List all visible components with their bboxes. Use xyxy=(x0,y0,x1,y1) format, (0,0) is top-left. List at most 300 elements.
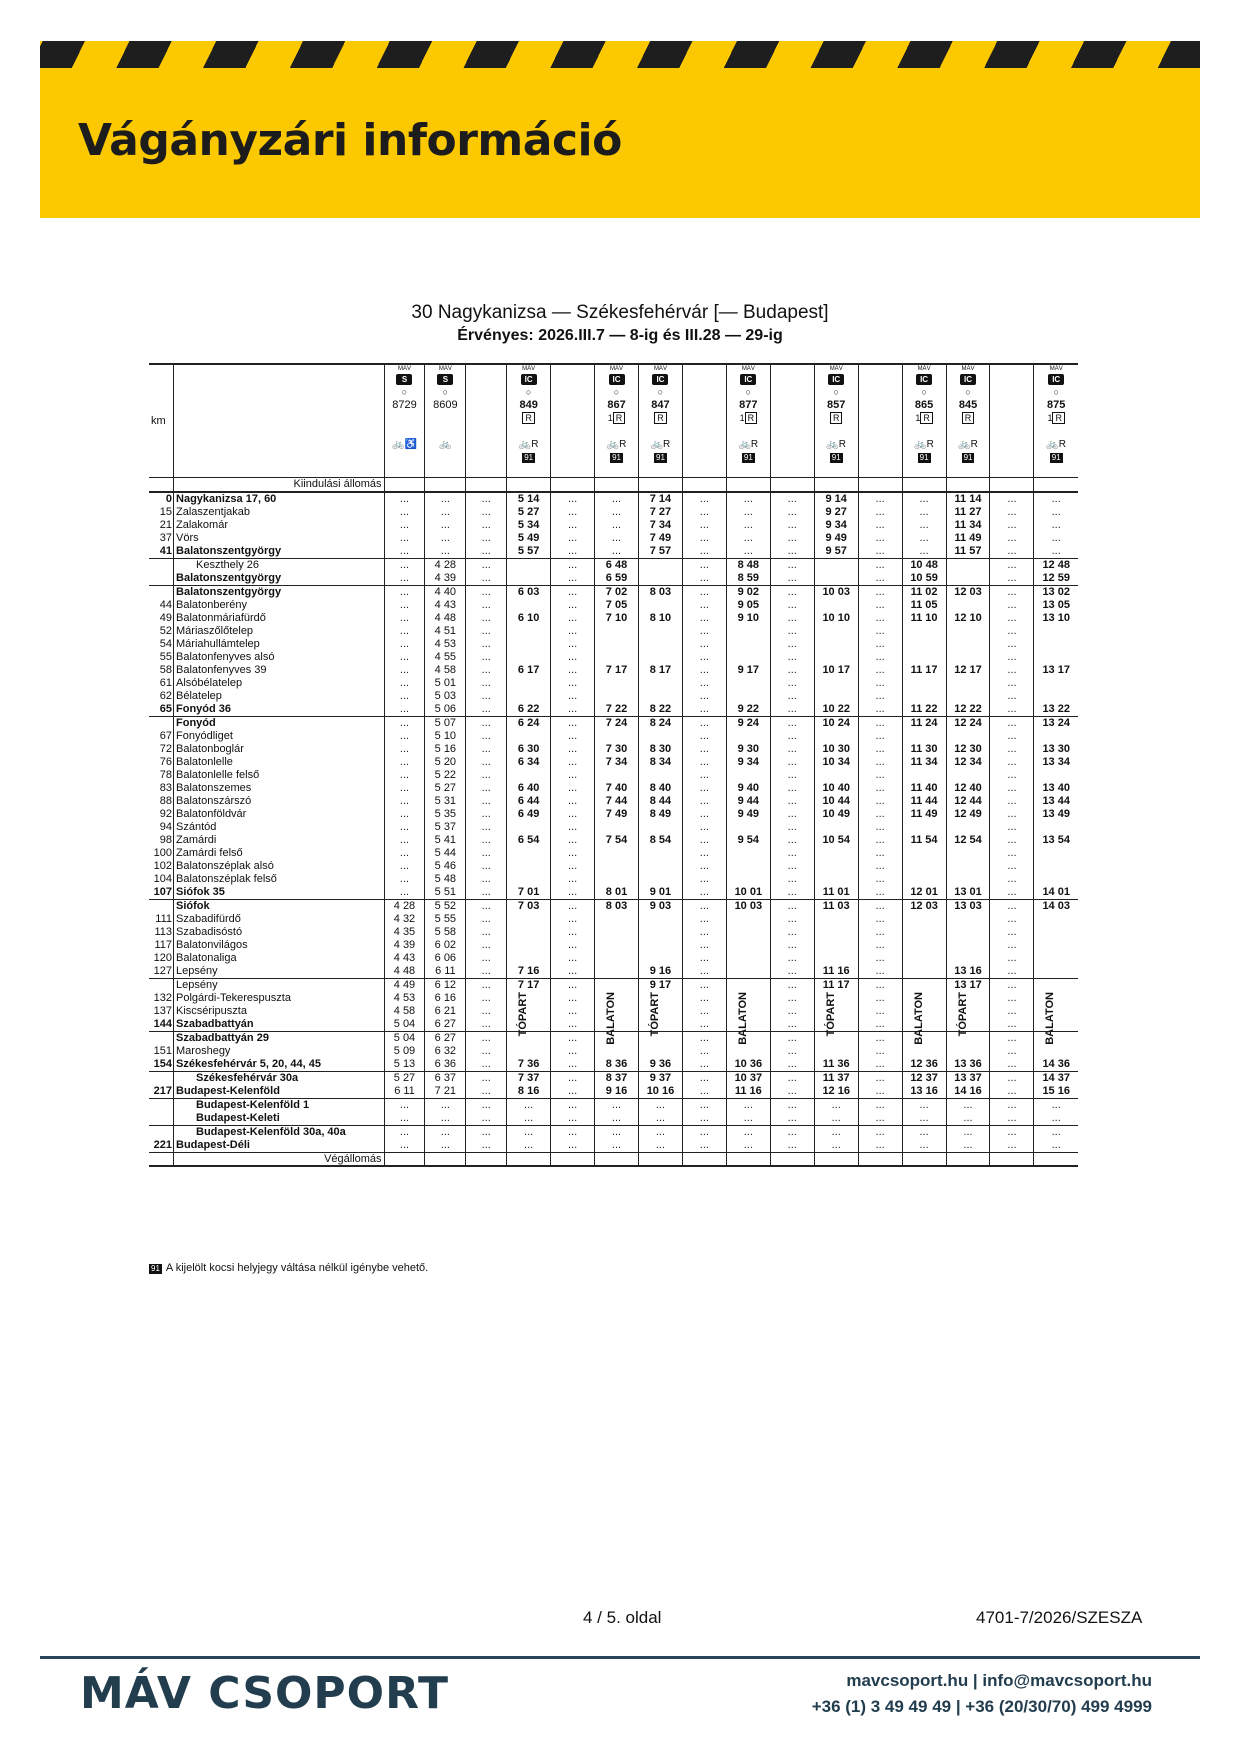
time-cell: ... xyxy=(384,834,425,847)
time-cell xyxy=(638,847,682,860)
time-cell: ... xyxy=(384,847,425,860)
time-cell: 11 16 xyxy=(726,1085,770,1099)
time-cell: ... xyxy=(466,1058,507,1072)
time-cell: ... xyxy=(770,743,814,756)
time-cell xyxy=(726,860,770,873)
time-cell: ... xyxy=(682,926,726,939)
time-cell: ... xyxy=(990,559,1034,573)
time-cell: ... xyxy=(858,612,902,625)
time-cell: 15 16 xyxy=(1034,1085,1078,1099)
train-number: 8609 xyxy=(433,399,458,411)
reservation-icon: R xyxy=(830,412,843,424)
station-name: Balatonfenyves 39 xyxy=(174,664,385,677)
station-name: Budapest-Déli xyxy=(174,1139,385,1153)
km-cell: 113 xyxy=(154,926,173,938)
time-cell xyxy=(638,992,682,1037)
time-cell xyxy=(507,1045,551,1058)
station-name: Nagykanizsa 17, 60 xyxy=(174,492,385,506)
intercity-icon: IC xyxy=(609,374,625,385)
time-cell xyxy=(1034,939,1078,952)
train-header-empty xyxy=(682,364,726,478)
page-number: 4 / 5. oldal xyxy=(583,1608,662,1627)
time-cell: ... xyxy=(726,545,770,559)
train-number: 857 xyxy=(827,399,846,411)
time-cell xyxy=(902,625,946,638)
time-cell: 8 22 xyxy=(638,703,682,717)
station-name: Szabadbattyán xyxy=(174,1018,385,1032)
time-cell: 5 07 xyxy=(425,717,466,731)
km-cell: 127 xyxy=(153,965,173,977)
time-cell: ... xyxy=(858,886,902,900)
reservation-icon: R xyxy=(962,412,975,424)
time-cell: 11 10 xyxy=(902,612,946,625)
time-cell: ... xyxy=(551,1058,595,1072)
time-cell xyxy=(902,979,946,993)
station-name: Fonyódliget xyxy=(174,730,385,743)
time-cell: 6 36 xyxy=(425,1058,466,1072)
time-cell: 8 49 xyxy=(638,808,682,821)
time-cell: 4 40 xyxy=(425,586,466,600)
time-cell: ... xyxy=(384,782,425,795)
time-cell: ... xyxy=(858,506,902,519)
time-cell xyxy=(638,625,682,638)
km-cell: 58 xyxy=(159,664,173,676)
time-cell: ... xyxy=(902,1112,946,1126)
km-cell: 154 xyxy=(153,1058,173,1070)
time-cell: 9 05 xyxy=(726,599,770,612)
time-cell xyxy=(507,913,551,926)
time-cell: ... xyxy=(770,926,814,939)
time-cell xyxy=(946,939,990,952)
time-cell: 6 49 xyxy=(507,808,551,821)
time-cell: 12 59 xyxy=(1034,572,1078,586)
time-cell: ... xyxy=(858,1112,902,1126)
table-row xyxy=(149,532,1078,545)
time-cell: ... xyxy=(384,756,425,769)
time-cell: ... xyxy=(770,965,814,979)
intercity-icon: IC xyxy=(828,374,844,385)
time-cell: 11 17 xyxy=(814,979,858,993)
time-cell: ... xyxy=(770,1058,814,1072)
page-title: Vágányzári információ xyxy=(78,115,622,166)
station-name: Szántód xyxy=(174,821,385,834)
time-cell: 9 57 xyxy=(814,545,858,559)
time-cell: ... xyxy=(858,586,902,600)
time-cell xyxy=(1034,677,1078,690)
bicycle-icon: 🚲R xyxy=(650,439,671,450)
time-cell: 4 48 xyxy=(384,965,425,979)
time-cell: ... xyxy=(638,1099,682,1113)
mav-mark: MÁV xyxy=(653,366,667,372)
time-cell: ... xyxy=(682,545,726,559)
time-cell xyxy=(638,599,682,612)
time-cell: 9 10 xyxy=(726,612,770,625)
time-cell: ... xyxy=(425,545,466,559)
time-cell: ... xyxy=(770,1072,814,1086)
time-cell: ... xyxy=(682,834,726,847)
time-cell xyxy=(946,638,990,651)
time-cell: ... xyxy=(466,586,507,600)
km-cell: 41 xyxy=(159,545,173,557)
km-cell xyxy=(149,1099,174,1113)
note-91-icon: 91 xyxy=(612,453,621,462)
time-cell: ... xyxy=(551,559,595,573)
time-cell xyxy=(595,821,639,834)
time-cell: ... xyxy=(902,519,946,532)
time-cell: ... xyxy=(770,1085,814,1099)
train-header-empty xyxy=(466,364,507,478)
time-cell xyxy=(946,651,990,664)
table-row xyxy=(149,1085,1078,1099)
time-cell: 5 27 xyxy=(384,1072,425,1086)
km-cell: 0 xyxy=(149,492,174,506)
time-cell: ... xyxy=(551,795,595,808)
time-cell: 5 10 xyxy=(425,730,466,743)
station-name: Balatonszentgyörgy xyxy=(174,545,385,559)
time-cell: ... xyxy=(770,979,814,993)
time-cell: ... xyxy=(551,821,595,834)
time-cell: ... xyxy=(466,559,507,573)
timetable xyxy=(149,363,1078,1167)
time-cell: 7 54 xyxy=(595,834,639,847)
table-row xyxy=(149,612,1078,625)
time-cell: ... xyxy=(858,782,902,795)
time-cell: ... xyxy=(682,1032,726,1046)
time-cell: ... xyxy=(595,1112,639,1126)
km-cell: 83 xyxy=(159,782,173,794)
time-cell: ... xyxy=(466,1085,507,1099)
time-cell xyxy=(595,625,639,638)
time-cell: ... xyxy=(946,1099,990,1113)
time-cell: ... xyxy=(425,1139,466,1153)
time-cell: 12 34 xyxy=(946,756,990,769)
time-cell: ... xyxy=(507,1139,551,1153)
time-cell: ... xyxy=(466,1112,507,1126)
time-cell xyxy=(638,769,682,782)
time-cell: 6 54 xyxy=(507,834,551,847)
time-cell: ... xyxy=(384,821,425,834)
time-cell: ... xyxy=(682,821,726,834)
train-header-865 xyxy=(902,364,946,478)
time-cell xyxy=(595,965,639,979)
time-cell: 5 20 xyxy=(425,756,466,769)
timetable-title: 30 Nagykanizsa — Székesfehérvár [— Budapest] xyxy=(411,302,829,323)
time-cell: ... xyxy=(466,717,507,731)
time-cell: 4 35 xyxy=(384,926,425,939)
time-cell: ... xyxy=(990,1018,1034,1032)
time-cell: 9 40 xyxy=(726,782,770,795)
time-cell: 10 36 xyxy=(726,1058,770,1072)
time-cell: 6 34 xyxy=(507,756,551,769)
time-cell: 8 03 xyxy=(638,586,682,600)
time-cell: ... xyxy=(902,1126,946,1140)
time-cell xyxy=(507,559,551,573)
time-cell: 9 16 xyxy=(638,965,682,979)
time-cell: 6 03 xyxy=(507,586,551,600)
circle-icon: ○ xyxy=(401,387,408,397)
time-cell xyxy=(507,821,551,834)
km-cell: 111 xyxy=(155,913,173,925)
circle-icon: ○ xyxy=(1053,387,1059,397)
station-name: Balatonaliga xyxy=(174,952,385,965)
time-cell xyxy=(814,730,858,743)
time-cell: ... xyxy=(1034,1099,1078,1113)
time-cell: 13 30 xyxy=(1034,743,1078,756)
time-cell: ... xyxy=(990,545,1034,559)
train-name-label: BALATON xyxy=(1044,992,1057,1045)
km-cell: 61 xyxy=(159,677,173,689)
time-cell: ... xyxy=(770,795,814,808)
train-number: 8729 xyxy=(392,399,417,411)
time-cell: ... xyxy=(770,532,814,545)
time-cell: ... xyxy=(682,952,726,965)
time-cell xyxy=(638,952,682,965)
time-cell xyxy=(726,690,770,703)
train-name-label: BALATON xyxy=(912,992,925,1045)
circle-icon: ○ xyxy=(965,387,971,397)
time-cell xyxy=(726,926,770,939)
time-cell: 11 36 xyxy=(814,1058,858,1072)
time-cell: 4 28 xyxy=(425,559,466,573)
time-cell xyxy=(466,1153,507,1167)
time-cell: ... xyxy=(1034,492,1078,506)
time-cell: 7 36 xyxy=(507,1058,551,1072)
time-cell: ... xyxy=(466,638,507,651)
time-cell: 14 03 xyxy=(1034,900,1078,914)
time-cell: ... xyxy=(814,1126,858,1140)
time-cell xyxy=(814,860,858,873)
time-cell: ... xyxy=(466,886,507,900)
time-cell xyxy=(814,952,858,965)
time-cell xyxy=(814,926,858,939)
km-cell: 117 xyxy=(154,939,173,951)
time-cell: ... xyxy=(384,572,425,586)
note-91-icon: 91 xyxy=(919,453,929,462)
time-cell xyxy=(682,478,726,493)
time-cell xyxy=(1034,847,1078,860)
time-cell xyxy=(946,730,990,743)
time-cell: ... xyxy=(682,1045,726,1058)
bicycle-icon: 🚲 xyxy=(439,439,452,450)
time-cell: 6 16 xyxy=(425,992,466,1005)
km-cell: 92 xyxy=(159,808,173,820)
table-row xyxy=(149,717,1078,731)
time-cell: 4 32 xyxy=(384,913,425,926)
time-cell: ... xyxy=(466,690,507,703)
time-cell xyxy=(595,913,639,926)
bicycle-icon: 🚲R xyxy=(606,439,627,450)
time-cell: 8 30 xyxy=(638,743,682,756)
time-cell xyxy=(726,638,770,651)
table-row xyxy=(149,900,1078,914)
station-name: Lepsény xyxy=(174,965,385,979)
time-cell: 6 02 xyxy=(425,939,466,952)
time-cell: 7 14 xyxy=(638,492,682,506)
table-row xyxy=(149,808,1078,821)
time-cell xyxy=(946,860,990,873)
time-cell: ... xyxy=(551,1139,595,1153)
time-cell xyxy=(507,992,551,1037)
time-cell: ... xyxy=(990,612,1034,625)
time-cell xyxy=(1034,926,1078,939)
time-cell: ... xyxy=(384,730,425,743)
time-cell: 6 21 xyxy=(425,1005,466,1018)
train-header-empty xyxy=(990,364,1034,478)
time-cell: 12 30 xyxy=(946,743,990,756)
table-row xyxy=(149,821,1078,834)
time-cell: 7 10 xyxy=(595,612,639,625)
time-cell: ... xyxy=(990,532,1034,545)
time-cell xyxy=(902,992,946,1045)
time-cell xyxy=(595,873,639,886)
start-station-label: Kiindulási állomás xyxy=(174,478,385,493)
time-cell: ... xyxy=(682,638,726,651)
time-cell xyxy=(902,638,946,651)
time-cell: ... xyxy=(384,1126,425,1140)
table-row xyxy=(149,1112,1078,1126)
time-cell xyxy=(595,860,639,873)
station-name: Balatonszemes xyxy=(174,782,385,795)
time-cell: 11 05 xyxy=(902,599,946,612)
reservation-icon: R xyxy=(613,412,626,424)
table-row xyxy=(149,730,1078,743)
train-number: 877 xyxy=(739,399,758,411)
time-cell xyxy=(946,952,990,965)
time-cell xyxy=(814,769,858,782)
time-cell xyxy=(946,992,990,1037)
time-cell: 5 57 xyxy=(507,545,551,559)
time-cell xyxy=(507,730,551,743)
km-cell: 67 xyxy=(159,730,173,742)
time-cell: 10 54 xyxy=(814,834,858,847)
time-cell xyxy=(595,952,639,965)
time-cell: 13 02 xyxy=(1034,586,1078,600)
time-cell: ... xyxy=(770,769,814,782)
time-cell: ... xyxy=(551,519,595,532)
time-cell: ... xyxy=(682,913,726,926)
time-cell: 12 48 xyxy=(1034,559,1078,573)
time-cell: ... xyxy=(990,1126,1034,1140)
time-cell: ... xyxy=(858,1099,902,1113)
km-header: km xyxy=(149,364,174,478)
time-cell: ... xyxy=(770,730,814,743)
station-name: Balatonlelle xyxy=(174,756,385,769)
time-cell: ... xyxy=(990,769,1034,782)
time-cell: ... xyxy=(726,1099,770,1113)
time-cell: ... xyxy=(466,599,507,612)
time-cell xyxy=(814,677,858,690)
time-cell xyxy=(902,730,946,743)
time-cell: 13 34 xyxy=(1034,756,1078,769)
station-name: Balatonszéplak alsó xyxy=(174,860,385,873)
train-header-867 xyxy=(595,364,639,478)
time-cell xyxy=(946,821,990,834)
intercity-icon: IC xyxy=(1048,374,1064,385)
train-header-857 xyxy=(814,364,858,478)
time-cell xyxy=(595,1153,639,1167)
time-cell: 5 13 xyxy=(384,1058,425,1072)
bicycle-icon: 🚲R xyxy=(518,439,539,450)
time-cell: 6 37 xyxy=(425,1072,466,1086)
time-cell: ... xyxy=(770,519,814,532)
time-cell: 8 54 xyxy=(638,834,682,847)
circle-icon: ○ xyxy=(833,387,839,397)
time-cell: ... xyxy=(858,979,902,993)
time-cell: ... xyxy=(466,519,507,532)
time-cell: ... xyxy=(551,847,595,860)
time-cell: ... xyxy=(1034,532,1078,545)
table-row xyxy=(149,492,1078,506)
time-cell: ... xyxy=(990,743,1034,756)
km-cell: 137 xyxy=(153,1005,173,1017)
mav-csoport-logo: MÁV CSOPORT xyxy=(80,1668,449,1719)
time-cell: ... xyxy=(858,492,902,506)
time-cell: ... xyxy=(990,599,1034,612)
time-cell: ... xyxy=(726,506,770,519)
km-cell: 151 xyxy=(153,1045,173,1057)
station-name: Szabadbattyán 29 xyxy=(174,1032,385,1046)
time-cell: ... xyxy=(770,638,814,651)
table-row xyxy=(149,926,1078,939)
time-cell: 9 22 xyxy=(726,703,770,717)
time-cell: 10 22 xyxy=(814,703,858,717)
time-cell: 11 57 xyxy=(946,545,990,559)
time-cell: ... xyxy=(858,756,902,769)
mav-mark: MÁV xyxy=(397,366,411,372)
time-cell: 4 58 xyxy=(425,664,466,677)
table-row xyxy=(149,756,1078,769)
time-cell: 12 01 xyxy=(902,886,946,900)
time-cell: 11 44 xyxy=(902,795,946,808)
time-cell xyxy=(726,952,770,965)
time-cell: ... xyxy=(551,599,595,612)
time-cell: ... xyxy=(946,1126,990,1140)
time-cell: ... xyxy=(990,782,1034,795)
time-cell xyxy=(638,1153,682,1167)
km-cell: 44 xyxy=(159,599,173,611)
time-cell: 13 49 xyxy=(1034,808,1078,821)
time-cell: ... xyxy=(466,1032,507,1046)
time-cell: ... xyxy=(990,808,1034,821)
time-cell: 6 12 xyxy=(425,979,466,993)
time-cell: ... xyxy=(384,1112,425,1126)
time-cell: 8 24 xyxy=(638,717,682,731)
time-cell xyxy=(595,939,639,952)
table-row xyxy=(149,572,1078,586)
time-cell: 10 03 xyxy=(726,900,770,914)
km-cell: 221 xyxy=(153,1139,173,1151)
table-row xyxy=(149,703,1078,717)
time-cell: 8 59 xyxy=(726,572,770,586)
time-cell: ... xyxy=(902,506,946,519)
km-cell xyxy=(149,1153,174,1167)
train-header-845 xyxy=(946,364,990,478)
time-cell: 13 22 xyxy=(1034,703,1078,717)
time-cell: ... xyxy=(466,677,507,690)
time-cell: 11 02 xyxy=(902,586,946,600)
time-cell: ... xyxy=(466,900,507,914)
time-cell: ... xyxy=(551,1072,595,1086)
mav-mark: MÁV xyxy=(917,366,931,372)
time-cell xyxy=(726,873,770,886)
time-cell: ... xyxy=(384,545,425,559)
time-cell: 9 49 xyxy=(814,532,858,545)
station-name: Alsóbélatelep xyxy=(174,677,385,690)
time-cell xyxy=(946,1045,990,1058)
note-91-icon: 91 xyxy=(963,453,973,462)
time-cell: 11 01 xyxy=(814,886,858,900)
header-banner xyxy=(40,41,1200,218)
